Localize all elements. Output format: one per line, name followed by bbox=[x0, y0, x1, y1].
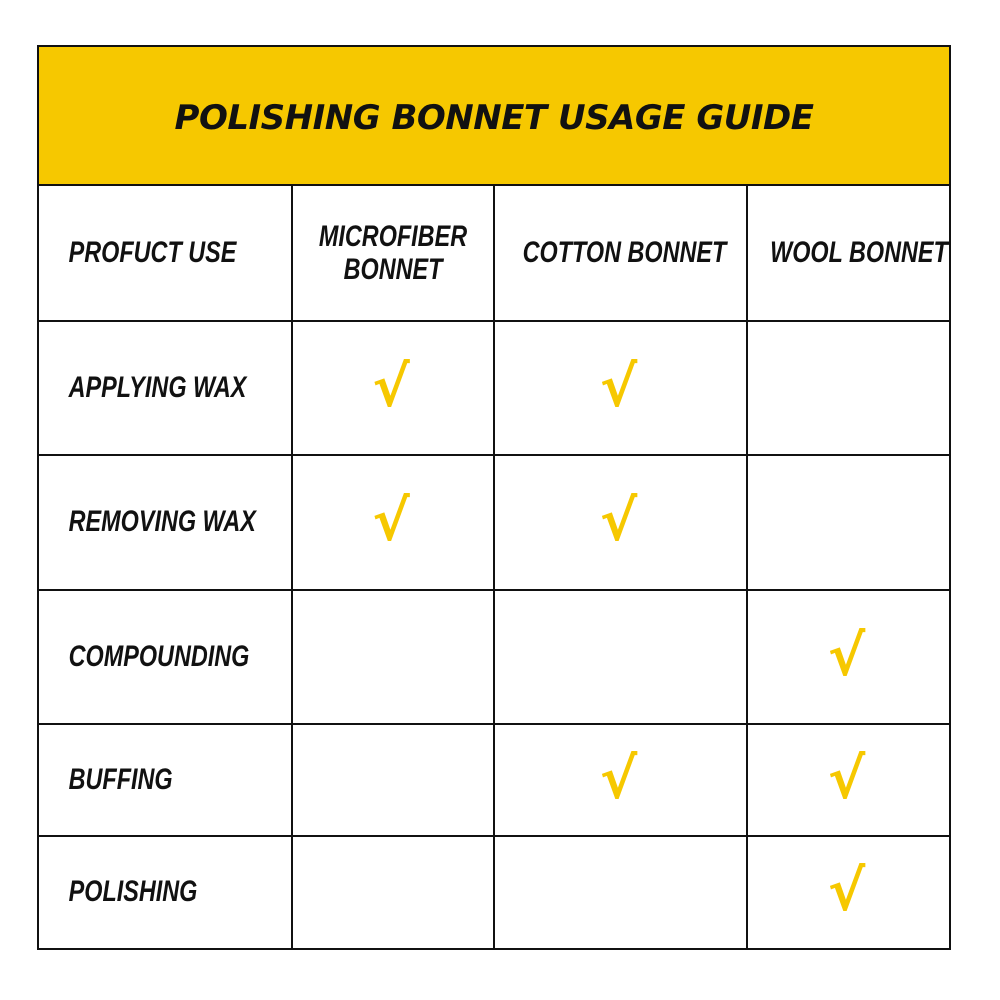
cell-microfiber bbox=[292, 590, 494, 724]
checkmark-icon: √ bbox=[827, 859, 866, 925]
checkmark-icon: √ bbox=[599, 746, 638, 812]
cell-cotton bbox=[494, 455, 747, 589]
cell-cotton bbox=[494, 836, 747, 948]
header-cell-product-use bbox=[39, 186, 292, 321]
cell-microfiber bbox=[292, 724, 494, 836]
checkmark-icon: √ bbox=[599, 355, 638, 421]
row-label-cell bbox=[39, 836, 292, 948]
cell-wool bbox=[747, 724, 949, 836]
row-label: POLISHING bbox=[68, 875, 198, 909]
checkmark-icon: √ bbox=[372, 355, 410, 421]
checkmark-icon: √ bbox=[599, 489, 638, 555]
table-row bbox=[39, 836, 949, 948]
header-label-cotton: COTTON BONNET bbox=[522, 236, 727, 270]
header-row bbox=[39, 186, 949, 321]
cell-cotton bbox=[494, 724, 747, 836]
cell-microfiber bbox=[292, 455, 494, 589]
row-label-cell bbox=[39, 724, 292, 836]
cell-wool bbox=[747, 321, 949, 455]
row-label-cell bbox=[39, 590, 292, 724]
title-banner bbox=[39, 47, 949, 186]
guide-title: POLISHING BONNET USAGE GUIDE bbox=[174, 97, 814, 138]
header-label-wool: WOOL BONNET bbox=[770, 236, 948, 270]
cell-wool bbox=[747, 836, 949, 948]
row-label: REMOVING WAX bbox=[68, 505, 256, 539]
cell-wool bbox=[747, 590, 949, 724]
checkmark-icon: √ bbox=[827, 746, 866, 812]
table-row bbox=[39, 590, 949, 724]
header-cell-cotton bbox=[494, 186, 747, 321]
usage-grid bbox=[39, 186, 949, 948]
checkmark-icon: √ bbox=[827, 623, 866, 689]
cell-cotton bbox=[494, 321, 747, 455]
table-row bbox=[39, 455, 949, 589]
row-label: BUFFING bbox=[68, 762, 173, 796]
header-label-product-use: PROFUCT USE bbox=[68, 236, 237, 270]
row-label: APPLYING WAX bbox=[68, 371, 247, 405]
row-label-cell bbox=[39, 321, 292, 455]
table-row bbox=[39, 724, 949, 836]
table-row bbox=[39, 321, 949, 455]
cell-microfiber bbox=[292, 836, 494, 948]
checkmark-icon: √ bbox=[372, 489, 410, 555]
header-cell-microfiber bbox=[292, 186, 494, 321]
header-label-microfiber: MICROFIBER BONNET bbox=[318, 220, 468, 287]
row-label-cell bbox=[39, 455, 292, 589]
cell-wool bbox=[747, 455, 949, 589]
header-cell-wool bbox=[747, 186, 949, 321]
cell-cotton bbox=[494, 590, 747, 724]
row-label: COMPOUNDING bbox=[68, 639, 250, 673]
cell-microfiber bbox=[292, 321, 494, 455]
usage-guide-table bbox=[37, 45, 951, 950]
